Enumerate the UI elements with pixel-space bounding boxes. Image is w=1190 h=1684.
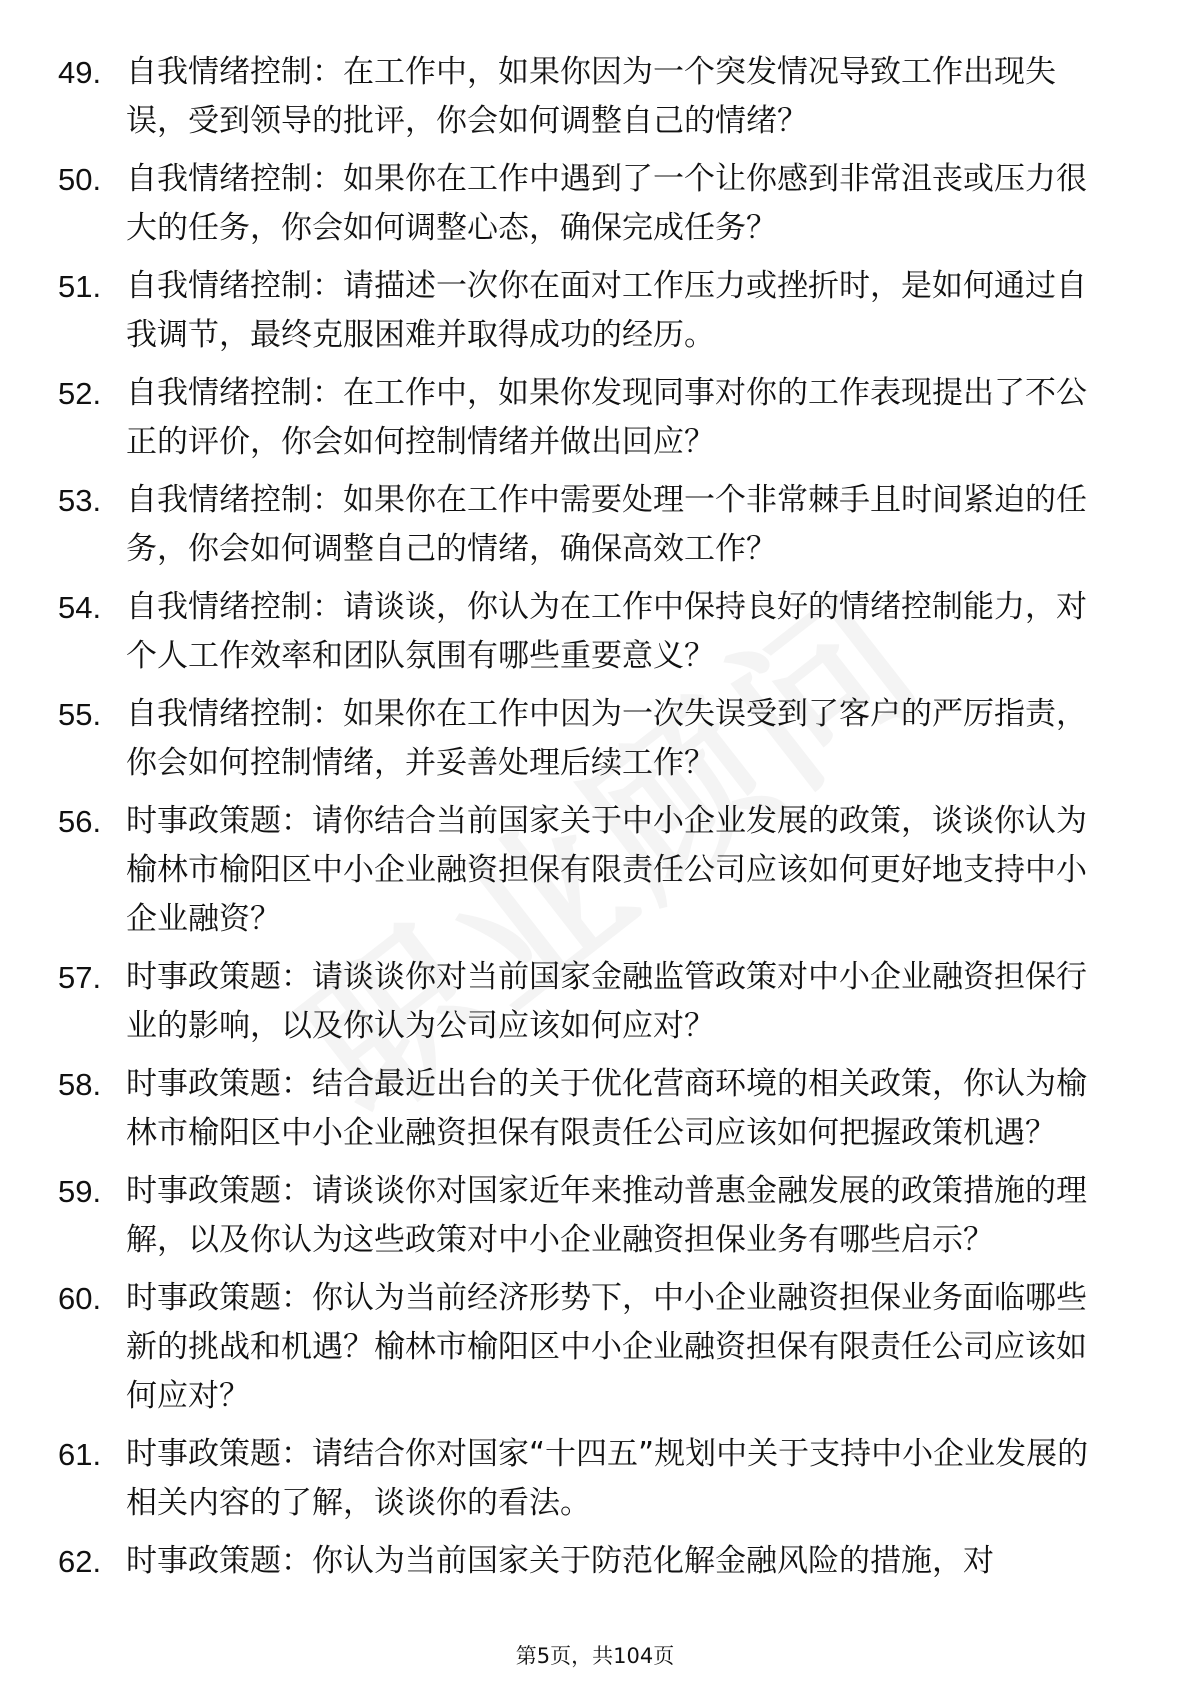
question-list	[0, 48, 1190, 1595]
question-item	[0, 155, 1116, 253]
question-text: 自我情绪控制：请描述一次你在面对工作压力或挫折时，是如何通过自我调节，最终克服困难并取得成功的经历。	[126, 268, 1087, 353]
question-item	[0, 48, 1116, 146]
question-number: 54.	[58, 590, 102, 625]
question-item	[0, 369, 1116, 467]
question-item	[0, 262, 1116, 360]
question-item	[0, 1274, 1116, 1421]
question-number: 61.	[58, 1437, 102, 1472]
question-number: 62.	[58, 1544, 102, 1579]
question-item	[0, 1537, 1116, 1586]
question-number: 59.	[58, 1174, 102, 1209]
question-text: 时事政策题：请谈谈你对国家近年来推动普惠金融发展的政策措施的理解，以及你认为这些政策对中小企业融资担保业务有哪些启示？	[126, 1173, 1087, 1258]
question-text: 自我情绪控制：如果你在工作中因为一次失误受到了客户的严厉指责，你会如何控制情绪，并妥善处理后续工作？	[126, 696, 1087, 781]
question-text: 自我情绪控制：在工作中，如果你发现同事对你的工作表现提出了不公正的评价，你会如何控制情绪并做出回应？	[126, 375, 1087, 460]
question-text: 时事政策题：你认为当前国家关于防范化解金融风险的措施，对	[126, 1543, 994, 1579]
question-text: 时事政策题：请结合你对国家“十四五”规划中关于支持中小企业发展的相关内容的了解，谈谈你的看法。	[126, 1436, 1089, 1521]
question-text: 时事政策题：请谈谈你对当前国家金融监管政策对中小企业融资担保行业的影响，以及你认为公司应该如何应对？	[126, 959, 1087, 1044]
question-text: 时事政策题：结合最近出台的关于优化营商环境的相关政策，你认为榆林市榆阳区中小企业融资担保有限责任公司应该如何把握政策机遇？	[126, 1066, 1087, 1151]
question-number: 49.	[58, 55, 102, 90]
question-text: 自我情绪控制：如果你在工作中需要处理一个非常棘手且时间紧迫的任务，你会如何调整自己的情绪，确保高效工作？	[126, 482, 1087, 567]
question-number: 50.	[58, 162, 102, 197]
question-item	[0, 1060, 1116, 1158]
question-number: 60.	[58, 1281, 102, 1316]
question-number: 57.	[58, 960, 102, 995]
question-number: 56.	[58, 804, 102, 839]
question-text: 自我情绪控制：请谈谈，你认为在工作中保持良好的情绪控制能力，对个人工作效率和团队氛围有哪些重要意义？	[126, 589, 1087, 674]
question-item	[0, 690, 1116, 788]
question-number: 55.	[58, 697, 102, 732]
question-item	[0, 476, 1116, 574]
question-item	[0, 1167, 1116, 1265]
question-text: 时事政策题：请你结合当前国家关于中小企业发展的政策，谈谈你认为榆林市榆阳区中小企业融资担保有限责任公司应该如何更好地支持中小企业融资？	[126, 803, 1087, 937]
question-number: 58.	[58, 1067, 102, 1102]
question-item	[0, 953, 1116, 1051]
question-text: 自我情绪控制：如果你在工作中遇到了一个让你感到非常沮丧或压力很大的任务，你会如何调整心态，确保完成任务？	[126, 161, 1087, 246]
question-item	[0, 583, 1116, 681]
question-item	[0, 797, 1116, 944]
question-number: 51.	[58, 269, 102, 304]
question-text: 自我情绪控制：在工作中，如果你因为一个突发情况导致工作出现失误，受到领导的批评，你会如何调整自己的情绪？	[126, 54, 1056, 139]
question-number: 53.	[58, 483, 102, 518]
question-text: 时事政策题：你认为当前经济形势下，中小企业融资担保业务面临哪些新的挑战和机遇？榆林市榆阳区中小企业融资担保有限责任公司应该如何应对？	[126, 1280, 1087, 1414]
question-number: 52.	[58, 376, 102, 411]
question-item	[0, 1430, 1116, 1528]
page-number-label: 第5页，共104页	[515, 1644, 675, 1668]
page-footer	[0, 1640, 1190, 1670]
